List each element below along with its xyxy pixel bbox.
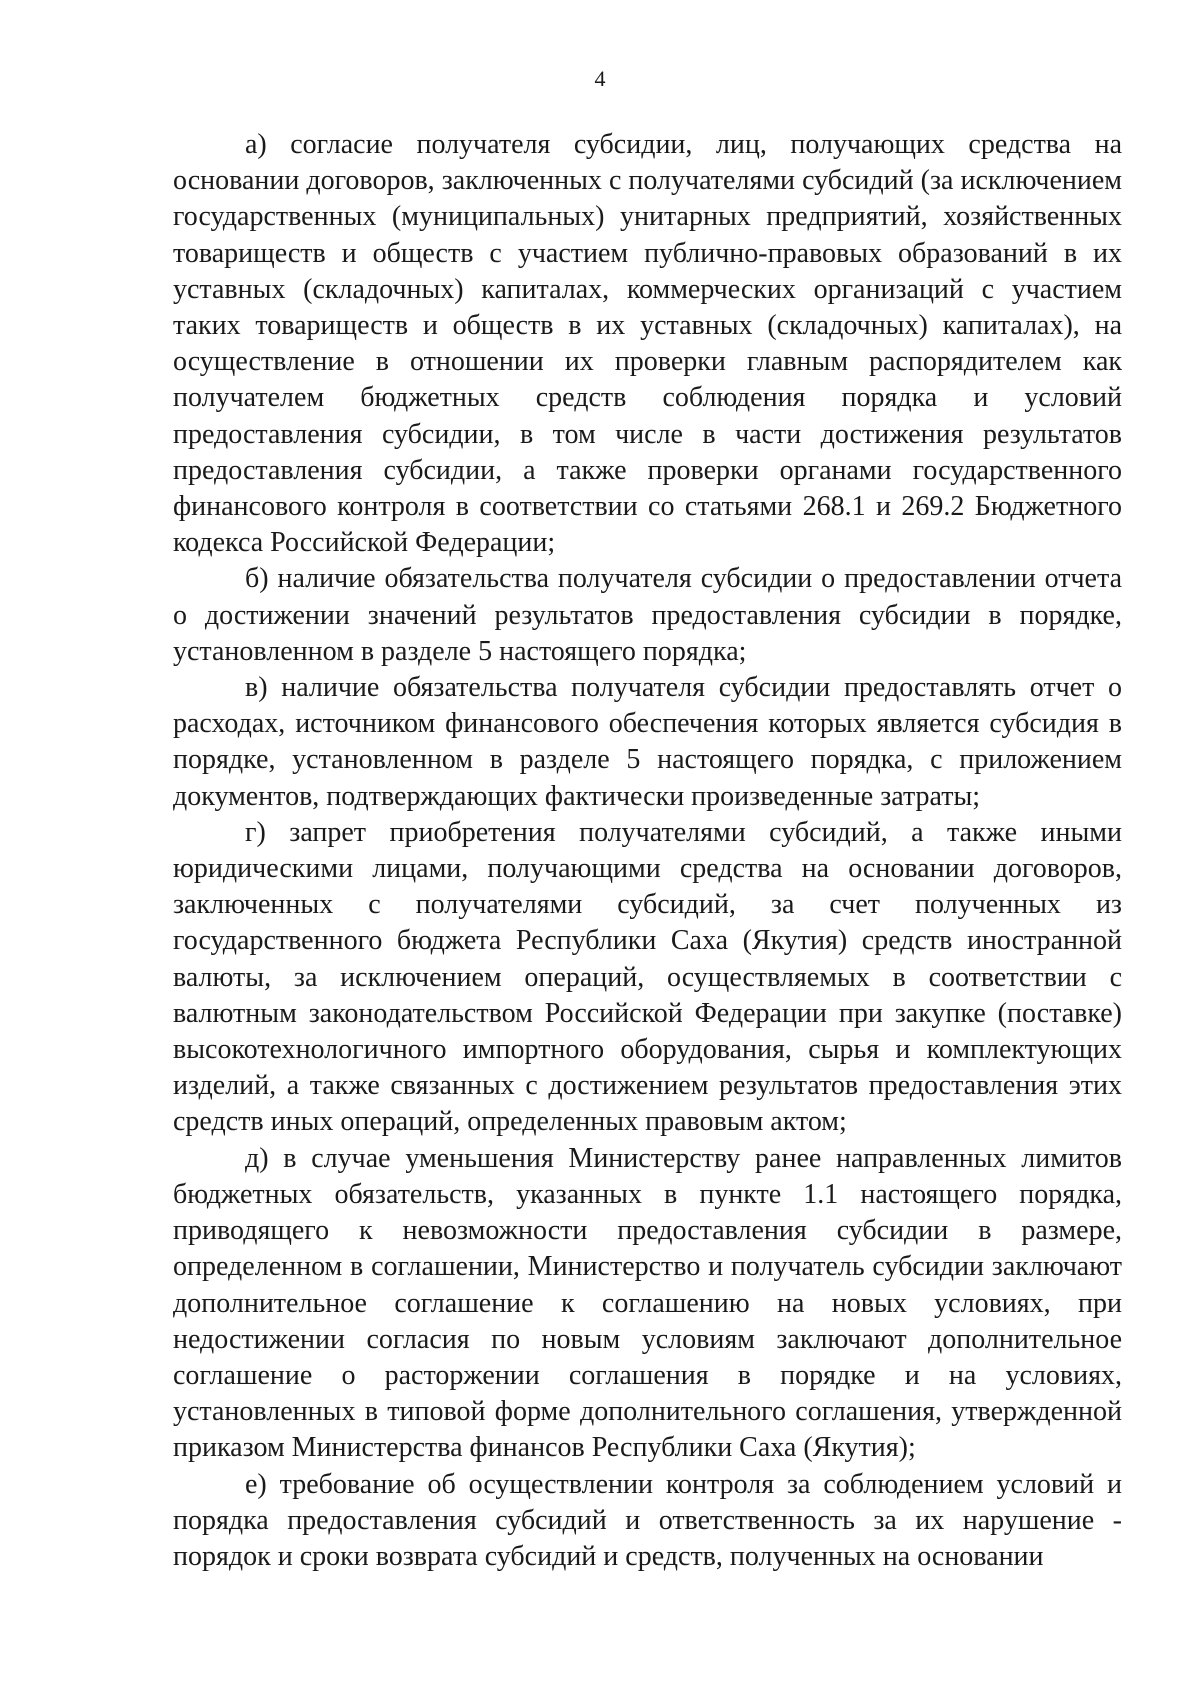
paragraph-g: г) запрет приобретения получателями субсидий, а также иными юридическими лицами, получающими средства на основании договоров, заключенных с получателями субсидий, за счет полученных из государственного бюджета Республики Саха (Якутия) средств иностранной валюты, за исключением операций, осуществляемых в соответствии с валютным законодательством Российской Федерации при закупке (поставке) высокотехнологичного импортного оборудования, сырья и комплектующих изделий, а также связанных с достижением результатов предоставления этих средств иных операций, определенных правовым актом; xyxy=(173,816,1122,1138)
page-number: 4 xyxy=(594,66,606,91)
paragraph-e: е) требование об осуществлении контроля за соблюдением условий и порядка предоставления субсидий и ответственность за их нарушение - порядок и сроки возврата субсидий и средств, полученных на основании xyxy=(173,1468,1122,1572)
paragraph-a: а) согласие получателя субсидии, лиц, получающих средства на основании договоров, заключенных с получателями субсидий (за исключением государственных (муниципальных) унитарных предприятий, хозяйственных товариществ и обществ с участием публично-правовых образований в их уставных (складочных) капиталах, коммерческих организаций с участием таких товариществ и обществ в их уставных (складочных) капиталах), на осуществление в отношении их проверки главным распорядителем как получателем бюджетных средств соблюдения порядка и условий предоставления субсидии, в том числе в части достижения результатов предоставления субсидии, а также проверки органами государственного финансового контроля в соответствии со статьями 268.1 и 269.2 Бюджетного кодекса Российской Федерации; xyxy=(173,129,1122,559)
paragraph-v: в) наличие обязательства получателя субсидии предоставлять отчет о расходах, источником финансового обеспечения которых является субсидия в порядке, установленном в разделе 5 настоящего порядка, с приложением документов, подтверждающих фактически произведенные затраты; xyxy=(173,672,1122,812)
paragraph-b: б) наличие обязательства получателя субсидии о предоставлении отчета о достижении значений результатов предоставления субсидии в порядке, установленном в разделе 5 настоящего порядка; xyxy=(173,563,1122,667)
document-body xyxy=(173,127,1122,1575)
paragraph-d: д) в случае уменьшения Министерству ранее направленных лимитов бюджетных обязательств, указанных в пункте 1.1 настоящего порядка, приводящего к невозможности предоставления субсидии в размере, определенном в соглашении, Министерство и получатель субсидии заключают дополнительное соглашение к соглашению на новых условиях, при недостижении согласия по новым условиям заключают дополнительное соглашение о расторжении соглашения в порядке и на условиях, установленных в типовой форме дополнительного соглашения, утвержденной приказом Министерства финансов Республики Саха (Якутия); xyxy=(173,1142,1122,1464)
